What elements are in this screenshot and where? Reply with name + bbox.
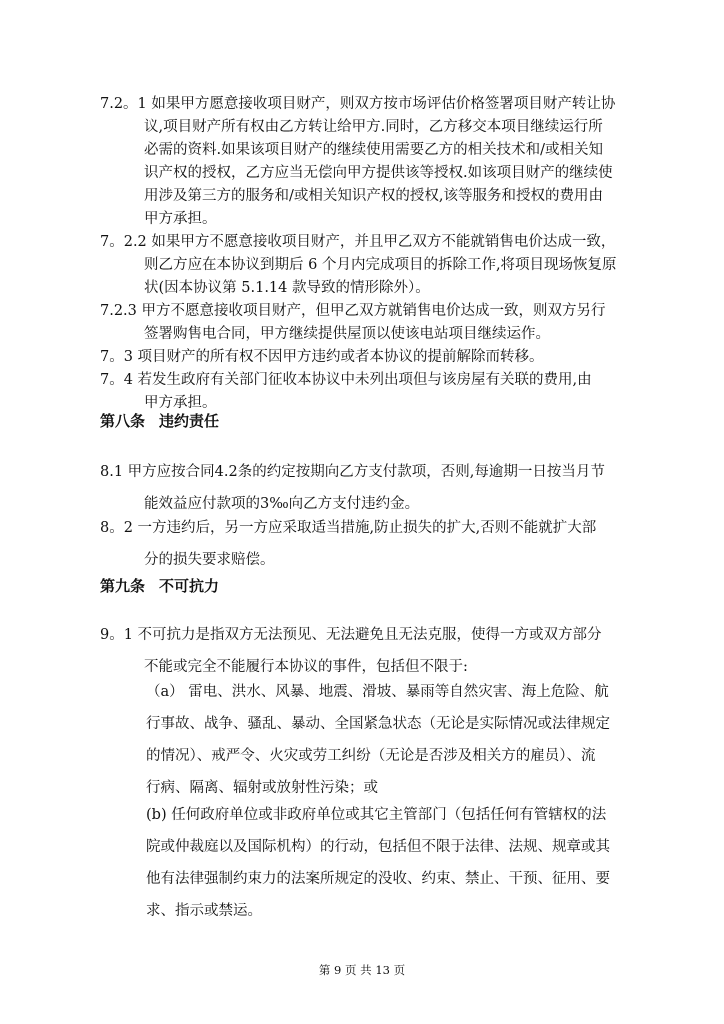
clause-line: 行病、隔离、辐射或放射性污染；或: [146, 780, 378, 796]
article-number: 第八条: [100, 412, 146, 430]
clause-7-2-1: [100, 93, 620, 231]
clause-line: 的情况）、戒严令、火灾或劳工纠纷（无论是否涉及相关方的雇员）、流: [146, 748, 596, 764]
clause-line: 则乙方应在本协议到期后 6 个月内完成项目的拆除工作,将项目现场恢复原: [144, 257, 617, 273]
clause-line: (b) 任何政府单位或非政府单位或其它主管部门（包括任何有管辖权的法: [146, 807, 607, 823]
clause-line: 分的损失要求赔偿。: [144, 552, 275, 568]
article-title: 违约责任: [159, 412, 220, 430]
clause-line: 不能或完全不能履行本协议的事件，包括但不限于:: [144, 659, 468, 675]
clause-9-1-b: [146, 799, 626, 927]
clause-line: （a） 雷电、洪水、风暴、地震、滑坡、暴雨等自然灾害、海上危险、航: [146, 684, 609, 700]
page-number-footer: 第 9 页 共 13 页: [318, 963, 406, 977]
clause-8-1: [100, 456, 620, 520]
article-title: 不可抗力: [159, 577, 220, 595]
clause-line: 状(因本协议第 5.1.14 款导致的情形除外）。: [144, 280, 430, 296]
clause-line: 签署购售电合同，甲方继续提供屋顶以使该电站项目继续运作。: [144, 326, 550, 342]
clause-line: 甲方承担。: [144, 211, 217, 227]
clause-line: 7.2。1 如果甲方愿意接收项目财产，则双方按市场评估价格签署项目财产转让协: [100, 96, 616, 112]
clause-line: 他有法律强制约束力的法案所规定的没收、约束、禁止、干预、征用、要: [146, 871, 610, 887]
clause-line: 议,项目财产所有权由乙方转让给甲方.同时，乙方移交本项目继续运行所: [144, 119, 603, 135]
clause-line: 9。1 不可抗力是指双方无法预见、无法避免且无法克服，使得一方或双方部分: [100, 627, 602, 643]
clause-line: 用涉及第三方的服务和/或相关知识产权的授权,该等服务和授权的费用由: [144, 188, 603, 204]
clause-line: 必需的资料.如果该项目财产的继续使用需要乙方的相关技术和/或相关知: [144, 142, 603, 158]
clause-line: 求、指示或禁运。: [146, 903, 262, 919]
clause-line: 7。4 若发生政府有关部门征收本协议中未列出项但与该房屋有关联的费用,由: [100, 372, 592, 388]
article-number: 第九条: [100, 577, 146, 595]
clause-7-4: [100, 369, 620, 415]
article-8-heading: [100, 410, 219, 431]
clause-9-1-a: [146, 676, 626, 804]
clause-line: 7.2.3 甲方不愿意接收项目财产，但甲乙双方就销售电价达成一致，则双方另行: [100, 303, 606, 319]
article-9-heading: [100, 575, 219, 596]
clause-line: 能效益应付款项的3‰向乙方支付违约金。: [144, 496, 420, 512]
clause-line: 行事故、战争、骚乱、暴动、全国紧急状态（无论是实际情况或法律规定: [146, 716, 610, 732]
clause-line: 识产权的授权，乙方应当无偿向甲方提供该等授权.如该项目财产的继续使: [144, 165, 613, 181]
clause-line: 8.1 甲方应按合同4.2条的约定按期向乙方支付款项，否则,每逾期一日按当月节: [100, 464, 605, 480]
clause-line: 8。2 一方违约后，另一方应采取适当措施,防止损失的扩大,否则不能就扩大部: [100, 520, 597, 536]
clause-7-2-2: [100, 231, 620, 300]
clause-7-2-3: [100, 300, 620, 346]
clause-9-1: [100, 619, 620, 683]
clause-7-3: [100, 346, 620, 369]
clause-line: 7。2.2 如果甲方不愿意接收项目财产，并且甲乙双方不能就销售电价达成一致，: [100, 234, 616, 250]
clause-line: 院或仲裁庭以及国际机构）的行动，包括但不限于法律、法规、规章或其: [146, 839, 610, 855]
clause-line: 7。3 项目财产的所有权不因甲方违约或者本协议的提前解除而转移。: [100, 349, 544, 365]
clause-line: 甲方承担。: [144, 395, 217, 411]
clause-8-2: [100, 512, 620, 576]
